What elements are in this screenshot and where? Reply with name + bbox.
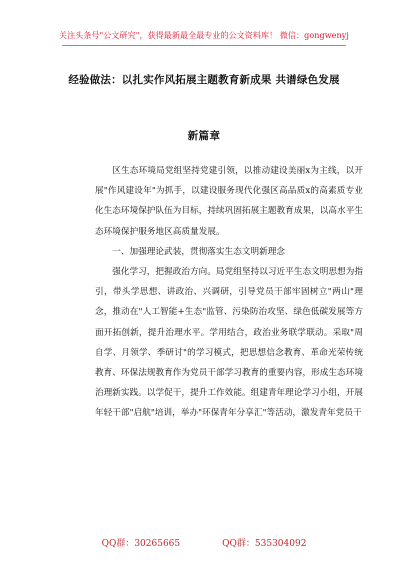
footer-qq-group-1: QQ群：30265665 [101, 539, 181, 549]
intro-paragraph: 区生态环境局党组坚持党建引领，以推动建设美丽x为主线，以开展"作风建设年"为抓手，以建设服务现代化强区高品质x的高素质专业化生态环境保护队伍为目标，持续巩固拓展主题教育成果，以高水平生态环境保护服务地区高质量发展。 [95, 166, 363, 237]
footer-contact [0, 536, 408, 549]
document-body [95, 161, 363, 424]
section-heading: 一、加强理论武装，贯彻落实生态文明新理念 [112, 246, 286, 257]
footer-qq-group-2: QQ群：535304092 [222, 539, 307, 549]
document-title: 经验做法：以扎实作风拓展主题教育新成果 共谱绿色发展 [68, 74, 340, 86]
header-notice: 关注头条号"公文研究"，获得最新最全最专业的公文资料库！ 微信：gongwenyj [59, 31, 349, 40]
header-divider [62, 45, 346, 46]
body-paragraph: 强化学习，把握政治方向。局党组坚持以习近平生态文明思想为指引，带头学思想、讲政治、兴调研，引导党员干部牢固树立"两山"理念，推动在"人工智能+生态"监管、污染防治攻坚、绿色低碳发展等方面开拓创新，提升治理水平。学用结合，政治业务联学联动。采取"周自学、月领学、季研讨"的学习模式，把思想信念教育、革命光荣传统教育、环保法规教育作为党员干部学习教育的重要内容，形成生态环境治理新实践。以学促干，提升工作效能。组建青年理论学习小组，开展年轻干部"启航"培训，举办"环保青年分享汇"等活动，激发青年党员干 [95, 267, 363, 419]
document-title-continuation: 新篇章 [187, 130, 221, 142]
